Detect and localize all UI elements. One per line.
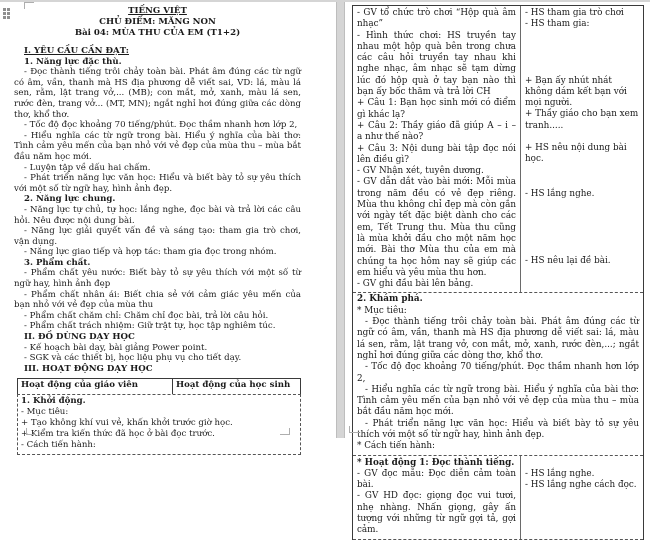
paragraph: + Câu 3: Nội dung bài tập đọc nói lên điều gì?	[357, 143, 516, 165]
document-page-left	[0, 2, 336, 451]
paragraph: - Phẩm chất chăm chỉ: Chăm chỉ đọc bài, trả lời câu hỏi.	[24, 310, 269, 321]
paragraph: * Cách tiến hành:	[357, 441, 435, 452]
paragraph: - Tốc độ đọc khoảng 70 tiếng/phút. Đọc thầm nhanh hơn lớp 2,	[357, 362, 639, 384]
paragraph: - SGK và các thiết bị, học liệu phụ vụ cho tiết dạy.	[24, 353, 242, 364]
paragraph: - HS nêu lại đề bài.	[525, 255, 611, 266]
teacher-activity-cell	[353, 6, 521, 292]
paragraph: - Phát triển năng lực văn học: Hiểu và biết bày tỏ sự yêu thích với một số từ ngữ hay, hình ảnh đẹp.	[357, 418, 639, 440]
student-activity-cell	[521, 456, 643, 539]
teacher-column-header: Hoạt động của giáo viên	[18, 379, 173, 393]
lesson-plan-body	[14, 6, 301, 455]
section-heading-materials: II. ĐỒ DÙNG DẠY HỌC	[24, 332, 135, 343]
paragraph: - Năng lực giải quyết vấn đề và sáng tạo: tham gia trò chơi, vận dụng.	[14, 226, 301, 247]
paragraph: - Hình thức chơi: HS truyền tay nhau một hộp quà bên trong chưa các câu hỏi truyền tay nhau khi nghe nhạc, âm nhạc sẽ tạm dừng lúc đó hộp quà ở tay bạn nào thì bạn ấy bốc thăm và trả lời CH	[357, 30, 516, 98]
table-row	[353, 456, 643, 540]
subsection-heading: 3. Phẩm chất.	[24, 257, 91, 268]
paragraph: - GV ghi đầu bài lên bảng.	[357, 279, 474, 290]
text-boundary-corner	[26, 428, 36, 435]
paragraph: + Câu 1: Bạn học sinh mới có điểm gì khác lạ?	[357, 98, 516, 120]
paragraph: + HS nêu nội dung bài học.	[525, 143, 627, 165]
subsection-heading: 2. Năng lực chung.	[24, 194, 116, 205]
activity-title: 1. Khởi động.	[21, 395, 86, 406]
activity-title: * Hoạt động 1: Đọc thành tiếng.	[357, 457, 515, 468]
warmup-row	[17, 394, 301, 455]
paragraph: - Phẩm chất trách nhiệm: Giữ trật tự, học tập nghiêm túc.	[24, 321, 276, 332]
text-boundary-corner	[280, 428, 290, 435]
paragraph: - HS lắng nghe.	[525, 188, 595, 199]
paragraph: - GV HD đọc: giọng đọc vui tươi, nhẹ nhàng. Nhấn giọng, gây ấn tượng với những từ ngữ gợi tả, gợi cảm.	[357, 491, 516, 536]
activities-table-continued	[352, 5, 644, 540]
paragraph: + Kiểm tra kiến thức đã học ở bài đọc trước.	[21, 429, 215, 440]
table-row	[353, 6, 643, 293]
activities-table-header-row	[17, 378, 301, 393]
paragraph: - GV tổ chức trò chơi “Hộp quà âm nhạc”	[357, 8, 516, 30]
activity-title: 2. Khám phá.	[357, 294, 423, 305]
paragraph: * Mục tiêu:	[357, 305, 407, 316]
paragraph: - Hiểu nghĩa các từ ngữ trong bài. Hiểu ý nghĩa của bài thơ: Tình cảm yêu mến của bạn nhỏ với vẻ đẹp của mùa thu – mùa bắt đầu năm học mới.	[357, 384, 639, 418]
theme-title: CHỦ ĐIỂM: MĂNG NON	[99, 17, 216, 27]
paragraph: + Thầy giáo cho bạn xem tranh.....	[525, 109, 639, 131]
subject-title: TIẾNG VIỆT	[128, 6, 187, 16]
student-activity-cell	[521, 6, 643, 292]
paragraph: - GV Nhận xét, tuyên dương.	[357, 166, 484, 177]
text-boundary-corner	[349, 426, 359, 433]
paragraph: - Cách tiến hành:	[21, 440, 96, 451]
paragraph: - Tốc độ đọc khoảng 70 tiếng/phút. Đọc thầm nhanh hơn lớp 2,	[24, 120, 298, 131]
paragraph: - Phát triển năng lực văn học: Hiểu và biết bày tỏ sự yêu thích với một số từ ngữ hay, hình ảnh đẹp.	[14, 173, 301, 194]
paragraph: + Bạn ấy nhút nhát không dám kết bạn với mọi người.	[525, 75, 627, 109]
discovery-row	[353, 293, 643, 455]
paragraph: - Đọc thành tiếng trôi chảy toàn bài. Phát âm đúng các từ ngữ có âm, vần, thanh mà HS địa phương dễ viết sai, VD: lá, màu lá sen, rằm, lật trang vở,... (MB); con mắt, mở, xanh, màu lá sen, rước đèn, trang vở... (MT, MN); ngắt nghỉ hơi đúng giữa các dòng thơ, khổ thơ.	[14, 67, 301, 120]
paragraph: - HS tham gia:	[525, 19, 590, 30]
lesson-title: Bài 04: MÙA THU CỦA EM (T1+2)	[74, 28, 241, 38]
text-boundary-corner	[24, 2, 34, 9]
paragraph: - Phẩm chất nhân ái: Biết chia sẻ với cảm giác yêu mến của bạn nhỏ với vẻ đẹp của mùa thu	[14, 289, 301, 311]
student-column-header: Hoạt động của học sinh	[176, 380, 291, 391]
document-page-right	[345, 2, 650, 536]
paragraph: + Tạo không khí vui vẻ, khấn khởi trước giờ học.	[21, 418, 233, 429]
paragraph: - Mục tiêu:	[21, 406, 69, 417]
paragraph: - Đọc thành tiếng trôi chảy toàn bài. Phát âm đúng các từ ngữ có âm, vần, thanh mà HS địa phương dễ viết sai: lá, màu lá sen, rằm, lật trang vở, con mắt, mở, xanh, rước đèn,...; ngắt nghỉ hơi đúng giữa các dòng thơ, khổ thơ.	[357, 317, 639, 361]
table-move-handle-icon[interactable]	[3, 8, 12, 21]
paragraph: - HS tham gia trò chơi	[525, 8, 624, 18]
paragraph: - Năng lực giao tiếp và hợp tác: tham gia đọc trong nhóm.	[24, 247, 277, 258]
teacher-activity-cell	[353, 456, 521, 539]
paragraph: - Hiểu nghĩa các từ ngữ trong bài. Hiểu ý nghĩa của bài thơ: Tình cảm yêu mến của bạn nhỏ với vẻ đẹp của mùa thu – mùa bắt đầu năm học mới.	[14, 130, 301, 162]
paragraph: - HS lắng nghe.	[525, 468, 595, 479]
paragraph: - GV đọc mẫu: Đọc diễn cảm toàn bài.	[357, 468, 516, 491]
document-title-block	[14, 6, 301, 39]
subsection-heading: 1. Năng lực đặc thù.	[24, 56, 122, 67]
section-heading-activities: III. HOẠT ĐỘNG DẠY HỌC	[24, 363, 153, 374]
paragraph: - HS lắng nghe cách đọc.	[525, 479, 637, 490]
paragraph: - Luyện tập về dấu hai chấm.	[24, 162, 151, 173]
paragraph: - Phẩm chất yêu nước: Biết bày tỏ sự yêu thích với một số từ ngữ hay, hình ảnh đẹp	[14, 268, 301, 290]
section-heading-requirements: I. YÊU CẦU CẦN ĐẠT:	[24, 46, 129, 56]
paragraph: - GV dẫn dắt vào bài mới: Mỗi mùa trong năm đều có vẻ đẹp riêng. Mùa thu không chỉ đẹp mà còn gắn với ngày tết đặc biệt dành cho các em, Tết Trung thu. Mùa thu cũng là mùa khởi đầu cho một năm học mới. Bài thơ Mùa thu của em mà chúng ta học hôm nay sẽ giúp các em hiểu và yêu mùa thu hơn.	[357, 177, 516, 278]
paragraph: - Năng lực tự chủ, tự học: lắng nghe, đọc bài và trả lời các câu hỏi. Nêu được nội dung bài.	[14, 204, 301, 226]
paragraph: + Câu 2: Thầy giáo đã giúp A – i – a như thế nào?	[357, 120, 516, 143]
activities-table	[17, 378, 301, 454]
paragraph: - Kế hoạch bài dạy, bài giảng Power point.	[24, 342, 208, 353]
